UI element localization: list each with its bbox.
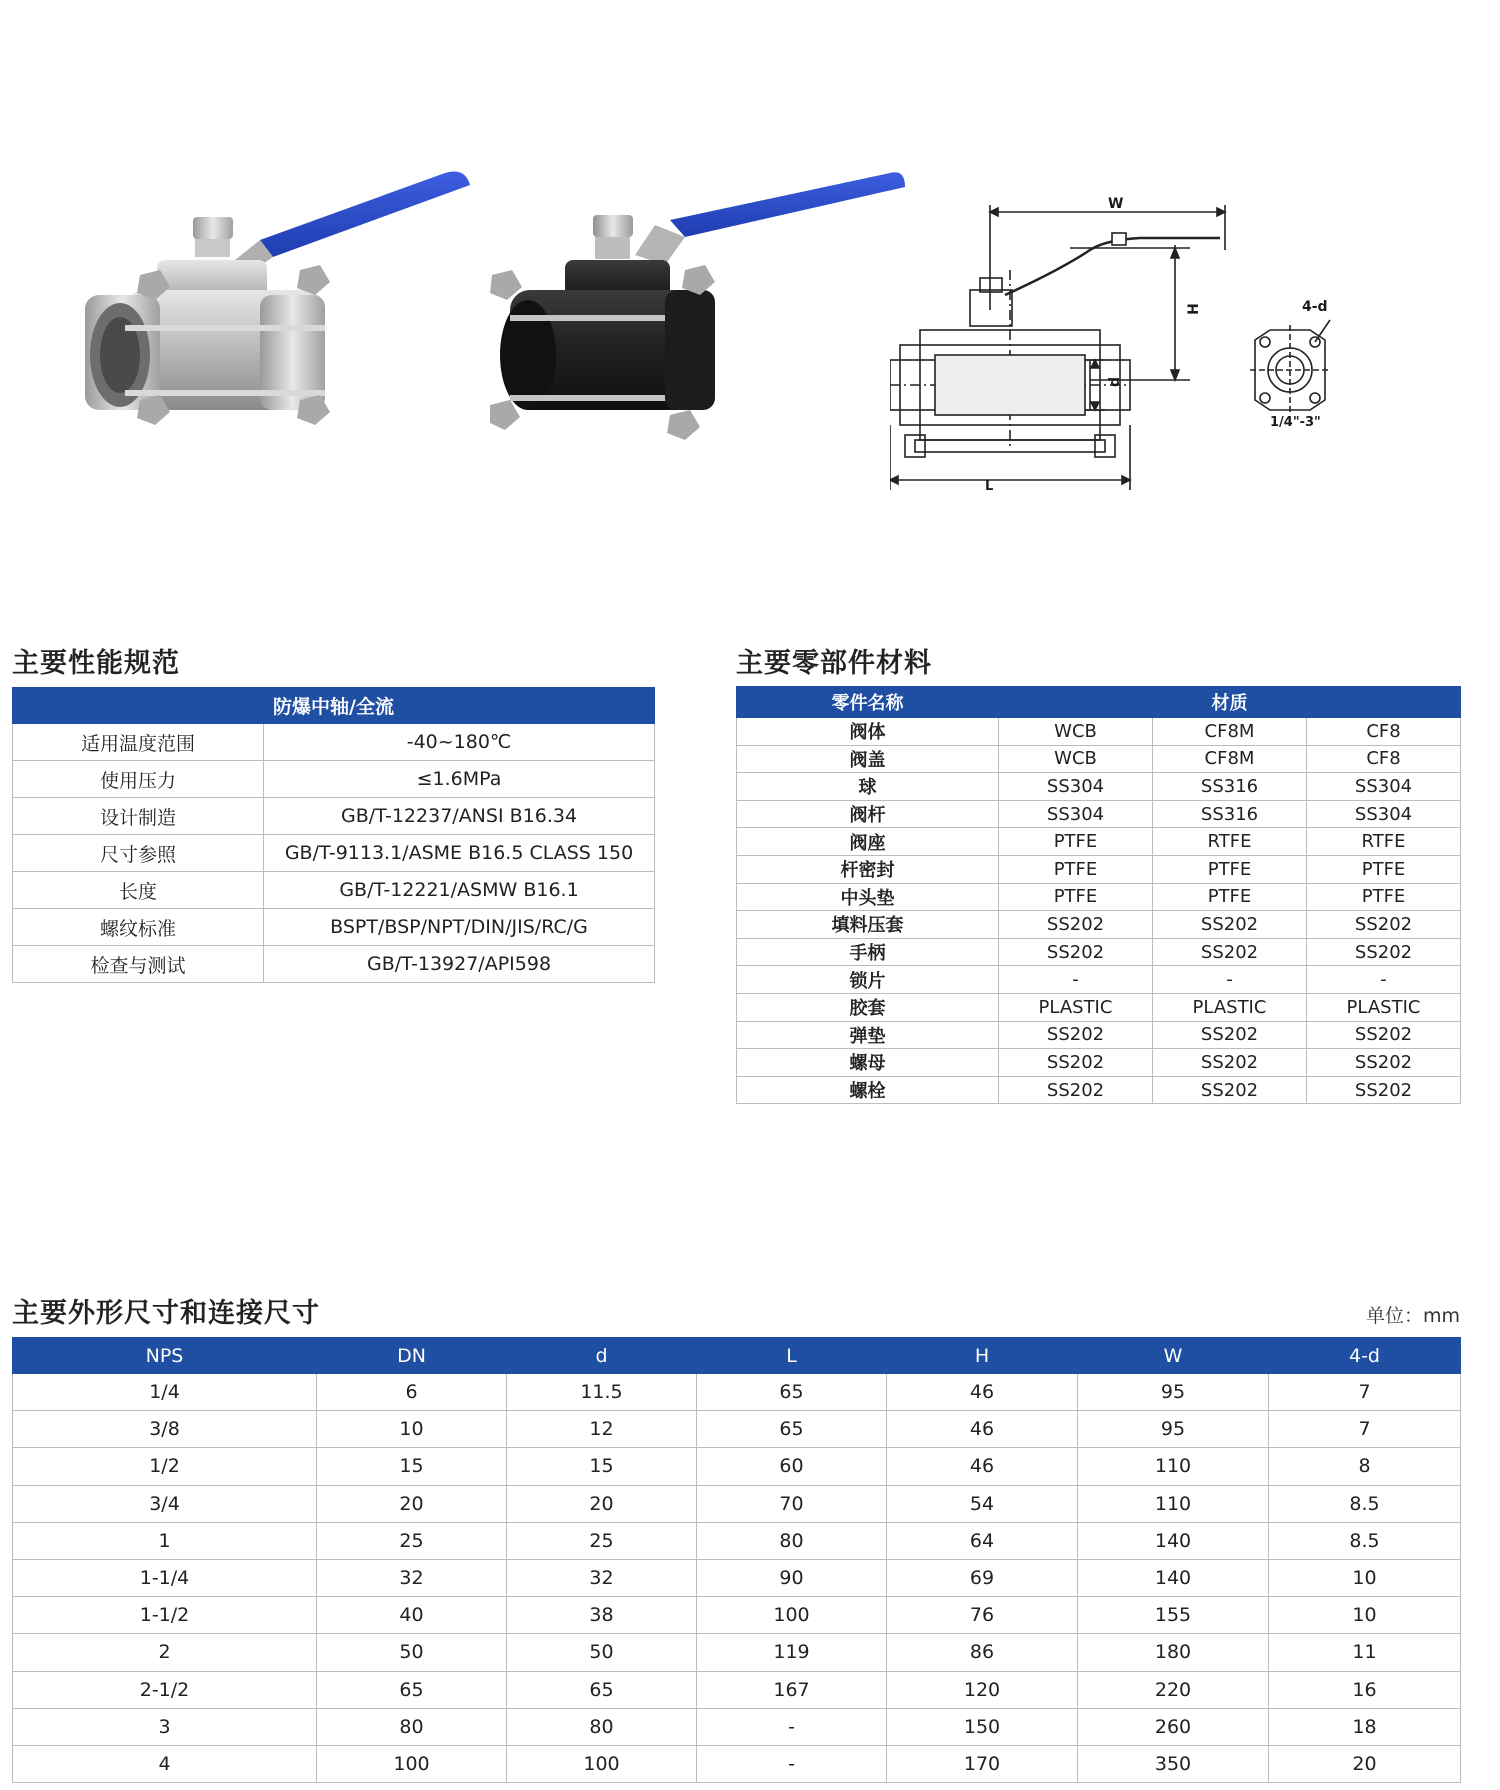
part-name: 弹垫 [737, 1021, 999, 1049]
table-cell: 7 [1269, 1374, 1461, 1411]
part-name: 螺母 [737, 1049, 999, 1077]
table-row [737, 938, 1461, 966]
table-cell: 12 [507, 1411, 697, 1448]
spec-value: GB/T-9113.1/ASME B16.5 CLASS 150 [264, 835, 655, 872]
table-cell: 7 [1269, 1411, 1461, 1448]
spec-value: BSPT/BSP/NPT/DIN/JIS/RC/G [264, 909, 655, 946]
material-1: WCB [999, 718, 1153, 746]
material-3: CF8 [1307, 718, 1461, 746]
material-3: SS202 [1307, 1076, 1461, 1104]
material-1: PLASTIC [999, 993, 1153, 1021]
part-name: 阀座 [737, 828, 999, 856]
table-row [13, 1708, 1461, 1745]
material-2: SS202 [1153, 911, 1307, 939]
table-row [737, 773, 1461, 801]
table-row [737, 718, 1461, 746]
table-cell: 140 [1078, 1559, 1269, 1596]
column-header: L [697, 1338, 887, 1374]
material-3: SS202 [1307, 911, 1461, 939]
table-cell: 100 [507, 1745, 697, 1782]
stainless-valve-image [85, 165, 555, 515]
dim-w-label: W [1108, 196, 1124, 212]
material-3: PTFE [1307, 855, 1461, 883]
table-row [737, 800, 1461, 828]
table-row [13, 1485, 1461, 1522]
table-cell: 1/4 [13, 1374, 317, 1411]
table-cell: 220 [1078, 1671, 1269, 1708]
table-cell: 100 [697, 1597, 887, 1634]
table-cell: 15 [317, 1448, 507, 1485]
table-cell: 180 [1078, 1634, 1269, 1671]
spec-label: 设计制造 [13, 798, 264, 835]
table-cell: 38 [507, 1597, 697, 1634]
material-2: SS316 [1153, 773, 1307, 801]
table-row [13, 1559, 1461, 1596]
spec-label: 尺寸参照 [13, 835, 264, 872]
table-cell: 140 [1078, 1522, 1269, 1559]
table-cell: 18 [1269, 1708, 1461, 1745]
material-1: SS202 [999, 938, 1153, 966]
material-2: SS202 [1153, 1076, 1307, 1104]
table-cell: 40 [317, 1597, 507, 1634]
table-row [737, 1021, 1461, 1049]
column-header: DN [317, 1338, 507, 1374]
table-cell: 2 [13, 1634, 317, 1671]
table-cell: 65 [697, 1411, 887, 1448]
spec-value: GB/T-12237/ANSI B16.34 [264, 798, 655, 835]
materials-table [736, 686, 1461, 1104]
table-cell: 20 [1269, 1745, 1461, 1782]
table-row [13, 835, 655, 872]
part-name: 阀体 [737, 718, 999, 746]
material-3: SS202 [1307, 938, 1461, 966]
part-name: 阀杆 [737, 800, 999, 828]
table-cell: 167 [697, 1671, 887, 1708]
materials-header-material: 材质 [999, 687, 1461, 718]
part-name: 杆密封 [737, 855, 999, 883]
table-cell: 90 [697, 1559, 887, 1596]
table-row [737, 855, 1461, 883]
table-cell: 110 [1078, 1485, 1269, 1522]
table-cell: 3/8 [13, 1411, 317, 1448]
table-cell: 8.5 [1269, 1485, 1461, 1522]
part-name: 胶套 [737, 993, 999, 1021]
spec-value: -40~180℃ [264, 724, 655, 761]
material-2: - [1153, 966, 1307, 994]
spec-label: 长度 [13, 872, 264, 909]
spec-label: 检查与测试 [13, 946, 264, 983]
material-2: PTFE [1153, 855, 1307, 883]
material-1: SS304 [999, 773, 1153, 801]
material-2: PLASTIC [1153, 993, 1307, 1021]
table-cell: 95 [1078, 1374, 1269, 1411]
table-row [13, 1522, 1461, 1559]
materials-title: 主要零部件材料 [736, 648, 932, 679]
spec-value: GB/T-13927/API598 [264, 946, 655, 983]
table-cell: 32 [507, 1559, 697, 1596]
table-row [737, 1076, 1461, 1104]
table-cell: 65 [507, 1671, 697, 1708]
table-row [13, 1374, 1461, 1411]
table-row [737, 1049, 1461, 1077]
table-row [737, 883, 1461, 911]
table-cell: 2-1/2 [13, 1671, 317, 1708]
table-cell: 6 [317, 1374, 507, 1411]
table-row [13, 1745, 1461, 1782]
table-cell: 54 [887, 1485, 1078, 1522]
part-name: 螺栓 [737, 1076, 999, 1104]
material-2: SS316 [1153, 800, 1307, 828]
part-name: 手柄 [737, 938, 999, 966]
performance-header: 防爆中轴/全流 [13, 688, 655, 724]
column-header: H [887, 1338, 1078, 1374]
material-3: RTFE [1307, 828, 1461, 856]
table-cell: 46 [887, 1448, 1078, 1485]
size-range-label: 1/4"-3" [1270, 415, 1321, 430]
table-cell: 16 [1269, 1671, 1461, 1708]
material-1: PTFE [999, 883, 1153, 911]
table-row [13, 1634, 1461, 1671]
table-cell: 25 [317, 1522, 507, 1559]
performance-title: 主要性能规范 [12, 648, 180, 679]
table-cell: 8.5 [1269, 1522, 1461, 1559]
table-cell: 119 [697, 1634, 887, 1671]
table-cell: 60 [697, 1448, 887, 1485]
table-cell: 20 [317, 1485, 507, 1522]
column-header: d [507, 1338, 697, 1374]
table-cell: 170 [887, 1745, 1078, 1782]
material-1: PTFE [999, 855, 1153, 883]
table-cell: 69 [887, 1559, 1078, 1596]
table-row [13, 724, 655, 761]
table-cell: 1-1/2 [13, 1597, 317, 1634]
material-2: SS202 [1153, 1049, 1307, 1077]
table-cell: 80 [317, 1708, 507, 1745]
table-cell: 80 [697, 1522, 887, 1559]
spec-label: 适用温度范围 [13, 724, 264, 761]
table-cell: 50 [317, 1634, 507, 1671]
part-name: 锁片 [737, 966, 999, 994]
dimensions-table [12, 1337, 1461, 1783]
table-row [737, 993, 1461, 1021]
table-row [737, 966, 1461, 994]
column-header: W [1078, 1338, 1269, 1374]
material-1: SS202 [999, 1049, 1153, 1077]
table-cell: 25 [507, 1522, 697, 1559]
material-1: PTFE [999, 828, 1153, 856]
dim-d-label: d [1107, 376, 1124, 388]
spec-value: GB/T-12221/ASMW B16.1 [264, 872, 655, 909]
column-header: 4-d [1269, 1338, 1461, 1374]
table-cell: 10 [317, 1411, 507, 1448]
table-row [13, 1671, 1461, 1708]
performance-table [12, 687, 655, 983]
material-1: SS202 [999, 911, 1153, 939]
table-cell: 3 [13, 1708, 317, 1745]
table-cell: 76 [887, 1597, 1078, 1634]
table-cell: 20 [507, 1485, 697, 1522]
table-cell: 80 [507, 1708, 697, 1745]
table-cell: - [697, 1708, 887, 1745]
table-row [737, 745, 1461, 773]
part-name: 填料压套 [737, 911, 999, 939]
dimensions-title: 主要外形尺寸和连接尺寸 [12, 1298, 320, 1329]
material-1: - [999, 966, 1153, 994]
column-header: NPS [13, 1338, 317, 1374]
table-cell: 1-1/4 [13, 1559, 317, 1596]
table-row [13, 909, 655, 946]
table-cell: 350 [1078, 1745, 1269, 1782]
table-cell: 46 [887, 1374, 1078, 1411]
table-cell: 65 [317, 1671, 507, 1708]
part-name: 阀盖 [737, 745, 999, 773]
material-2: CF8M [1153, 745, 1307, 773]
black-valve-image [490, 165, 910, 515]
table-row [13, 946, 655, 983]
table-row [13, 1597, 1461, 1634]
material-3: - [1307, 966, 1461, 994]
material-1: SS304 [999, 800, 1153, 828]
table-cell: 150 [887, 1708, 1078, 1745]
material-2: RTFE [1153, 828, 1307, 856]
part-name: 球 [737, 773, 999, 801]
valve-technical-drawing [890, 190, 1350, 510]
table-row [13, 798, 655, 835]
material-1: SS202 [999, 1021, 1153, 1049]
table-cell: 11 [1269, 1634, 1461, 1671]
table-cell: 64 [887, 1522, 1078, 1559]
table-cell: 65 [697, 1374, 887, 1411]
table-cell: 100 [317, 1745, 507, 1782]
materials-header-part: 零件名称 [737, 687, 999, 718]
table-cell: 3/4 [13, 1485, 317, 1522]
material-2: PTFE [1153, 883, 1307, 911]
table-row [13, 761, 655, 798]
material-3: SS304 [1307, 800, 1461, 828]
table-cell: 4 [13, 1745, 317, 1782]
material-1: WCB [999, 745, 1153, 773]
table-cell: 86 [887, 1634, 1078, 1671]
table-cell: 10 [1269, 1559, 1461, 1596]
spec-label: 螺纹标准 [13, 909, 264, 946]
table-cell: 11.5 [507, 1374, 697, 1411]
table-cell: 15 [507, 1448, 697, 1485]
dim-h-label: H [1185, 303, 1202, 315]
unit-label: 单位：mm [1366, 1305, 1461, 1327]
table-cell: 110 [1078, 1448, 1269, 1485]
material-3: SS202 [1307, 1021, 1461, 1049]
material-3: PLASTIC [1307, 993, 1461, 1021]
table-row [13, 1448, 1461, 1485]
table-row [13, 872, 655, 909]
table-cell: 260 [1078, 1708, 1269, 1745]
material-2: SS202 [1153, 938, 1307, 966]
table-cell: 32 [317, 1559, 507, 1596]
material-3: CF8 [1307, 745, 1461, 773]
table-cell: 50 [507, 1634, 697, 1671]
table-cell: 70 [697, 1485, 887, 1522]
material-1: SS202 [999, 1076, 1153, 1104]
table-cell: - [697, 1745, 887, 1782]
table-cell: 1 [13, 1522, 317, 1559]
table-cell: 1/2 [13, 1448, 317, 1485]
material-3: SS202 [1307, 1049, 1461, 1077]
table-row [13, 1411, 1461, 1448]
table-cell: 155 [1078, 1597, 1269, 1634]
spec-label: 使用压力 [13, 761, 264, 798]
spec-value: ≤1.6MPa [264, 761, 655, 798]
dim-l-label: L [985, 479, 994, 494]
table-cell: 10 [1269, 1597, 1461, 1634]
table-cell: 120 [887, 1671, 1078, 1708]
table-row [737, 911, 1461, 939]
table-cell: 46 [887, 1411, 1078, 1448]
part-name: 中头垫 [737, 883, 999, 911]
material-2: SS202 [1153, 1021, 1307, 1049]
material-2: CF8M [1153, 718, 1307, 746]
material-3: PTFE [1307, 883, 1461, 911]
table-cell: 95 [1078, 1411, 1269, 1448]
table-row [737, 828, 1461, 856]
table-cell: 8 [1269, 1448, 1461, 1485]
bolt-hole-label: 4-d [1302, 299, 1328, 315]
material-3: SS304 [1307, 773, 1461, 801]
